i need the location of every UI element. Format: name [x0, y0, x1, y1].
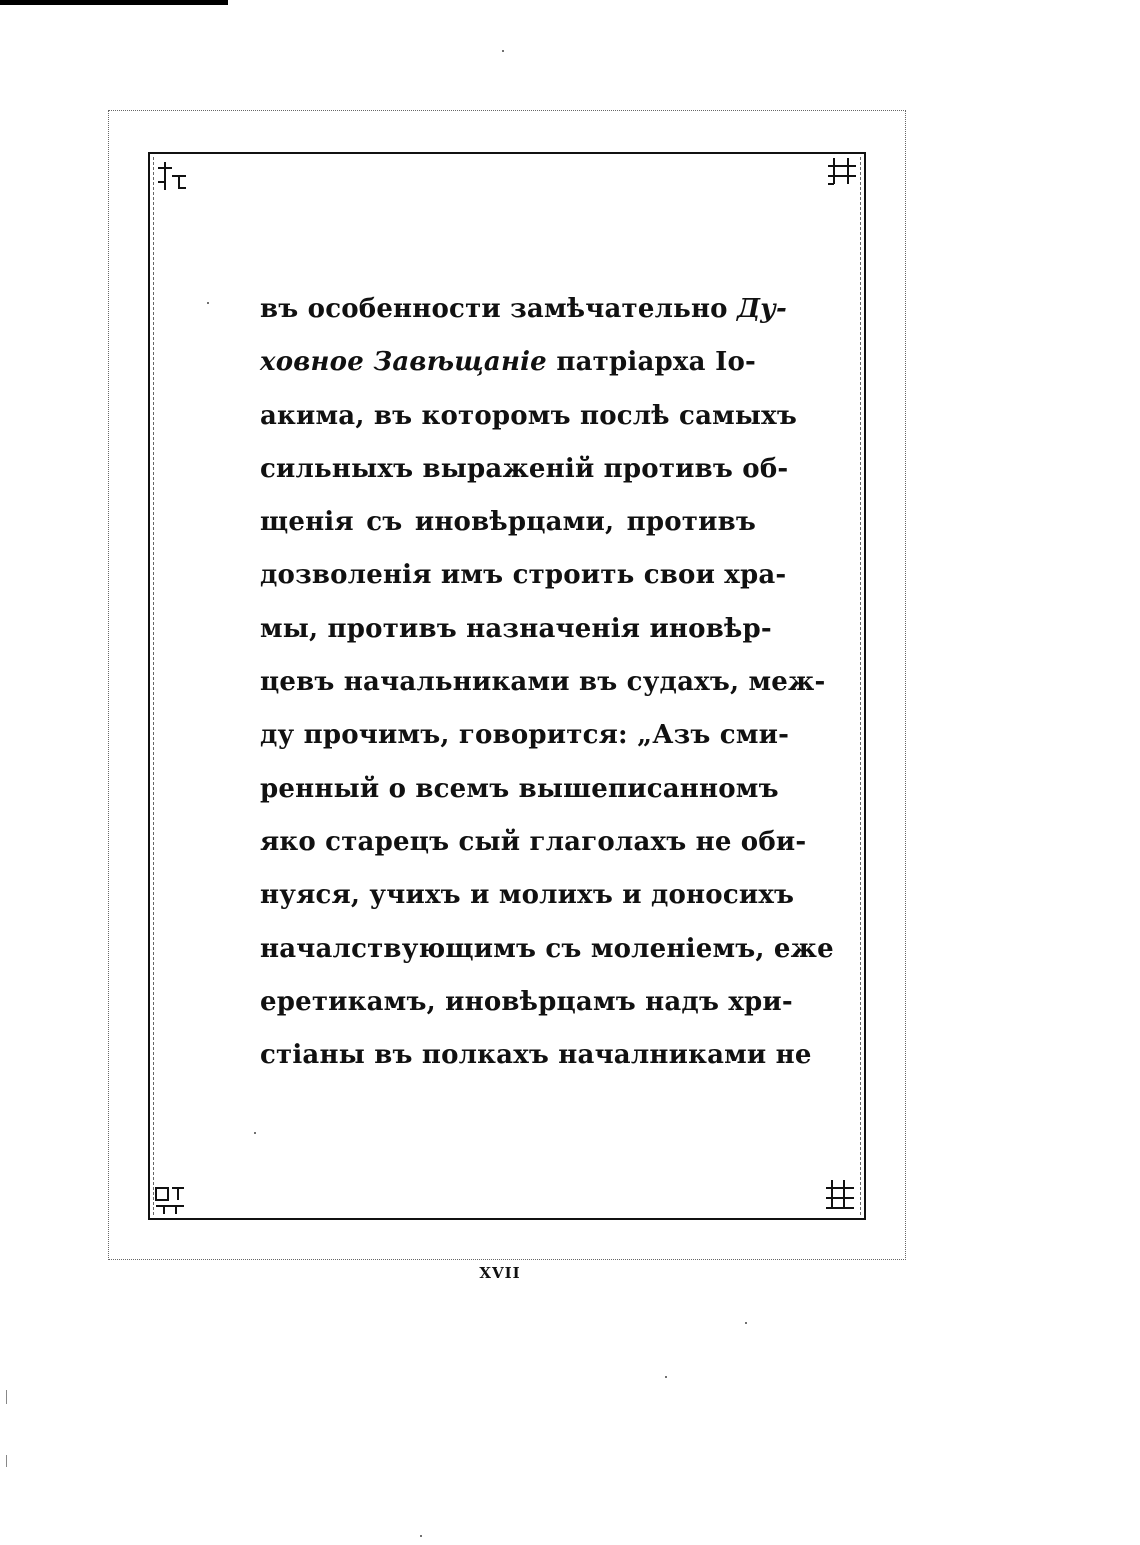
top-edge-rule — [0, 0, 228, 5]
text-run: нуяся, учихъ и молихъ и доносихъ — [260, 880, 795, 911]
text-line — [260, 446, 789, 499]
text-run: цевъ начальниками въ судахъ, меж- — [260, 667, 826, 698]
text-line — [260, 1032, 812, 1085]
text-run: дозволенія имъ строить свои хра- — [260, 560, 787, 591]
text-run: сильныхъ выраженій противъ об- — [260, 453, 789, 484]
corner-ornament-icon — [154, 158, 190, 194]
text-line — [260, 393, 798, 446]
text-run: щенія съ иновѣрцами, противъ — [260, 507, 756, 538]
italic-title-run: Ду- — [736, 294, 788, 324]
scan-mark — [6, 1390, 7, 1404]
text-run: ду прочимъ, говорится: „Азъ сми- — [260, 720, 790, 751]
scan-speck — [420, 1535, 422, 1537]
text-run: патріарха Іо- — [546, 347, 756, 378]
text-line — [260, 499, 756, 552]
scan-speck — [207, 302, 209, 304]
text-run: яко старецъ сый глаголахъ не оби- — [260, 826, 807, 857]
scan-mark — [6, 1455, 7, 1467]
text-run: акима, въ которомъ послѣ самыхъ — [260, 400, 798, 431]
italic-title-run: ховное Завѣщаніе — [260, 347, 547, 378]
text-line — [260, 712, 790, 765]
text-line — [260, 979, 793, 1032]
text-line — [260, 339, 756, 392]
text-run: въ особенности замѣчательно — [260, 294, 737, 324]
text-run: мы, противъ назначенія иновѣр- — [260, 613, 772, 644]
text-line — [260, 606, 772, 659]
text-line — [260, 286, 788, 339]
corner-ornament-icon — [822, 1176, 858, 1212]
scan-speck — [745, 1322, 747, 1324]
text-run: стіаны въ полкахъ началниками не — [260, 1040, 812, 1071]
corner-ornament-icon — [824, 154, 860, 190]
scan-speck — [665, 1376, 667, 1378]
text-line — [260, 872, 795, 925]
text-line — [260, 766, 779, 819]
text-run: еретикамъ, иновѣрцамъ надъ хри- — [260, 986, 793, 1017]
scan-speck — [502, 50, 504, 52]
body-text — [260, 286, 834, 1085]
text-line — [260, 926, 834, 979]
text-line — [260, 659, 826, 712]
page-number: XVII — [479, 1264, 521, 1282]
text-run: ренный о всемъ вышеписанномъ — [260, 773, 779, 804]
text-run: началствующимъ съ моленіемъ, еже — [260, 933, 834, 964]
text-line — [260, 552, 787, 605]
scan-speck — [254, 1132, 256, 1134]
corner-ornament-icon — [152, 1180, 188, 1216]
text-line — [260, 819, 807, 872]
